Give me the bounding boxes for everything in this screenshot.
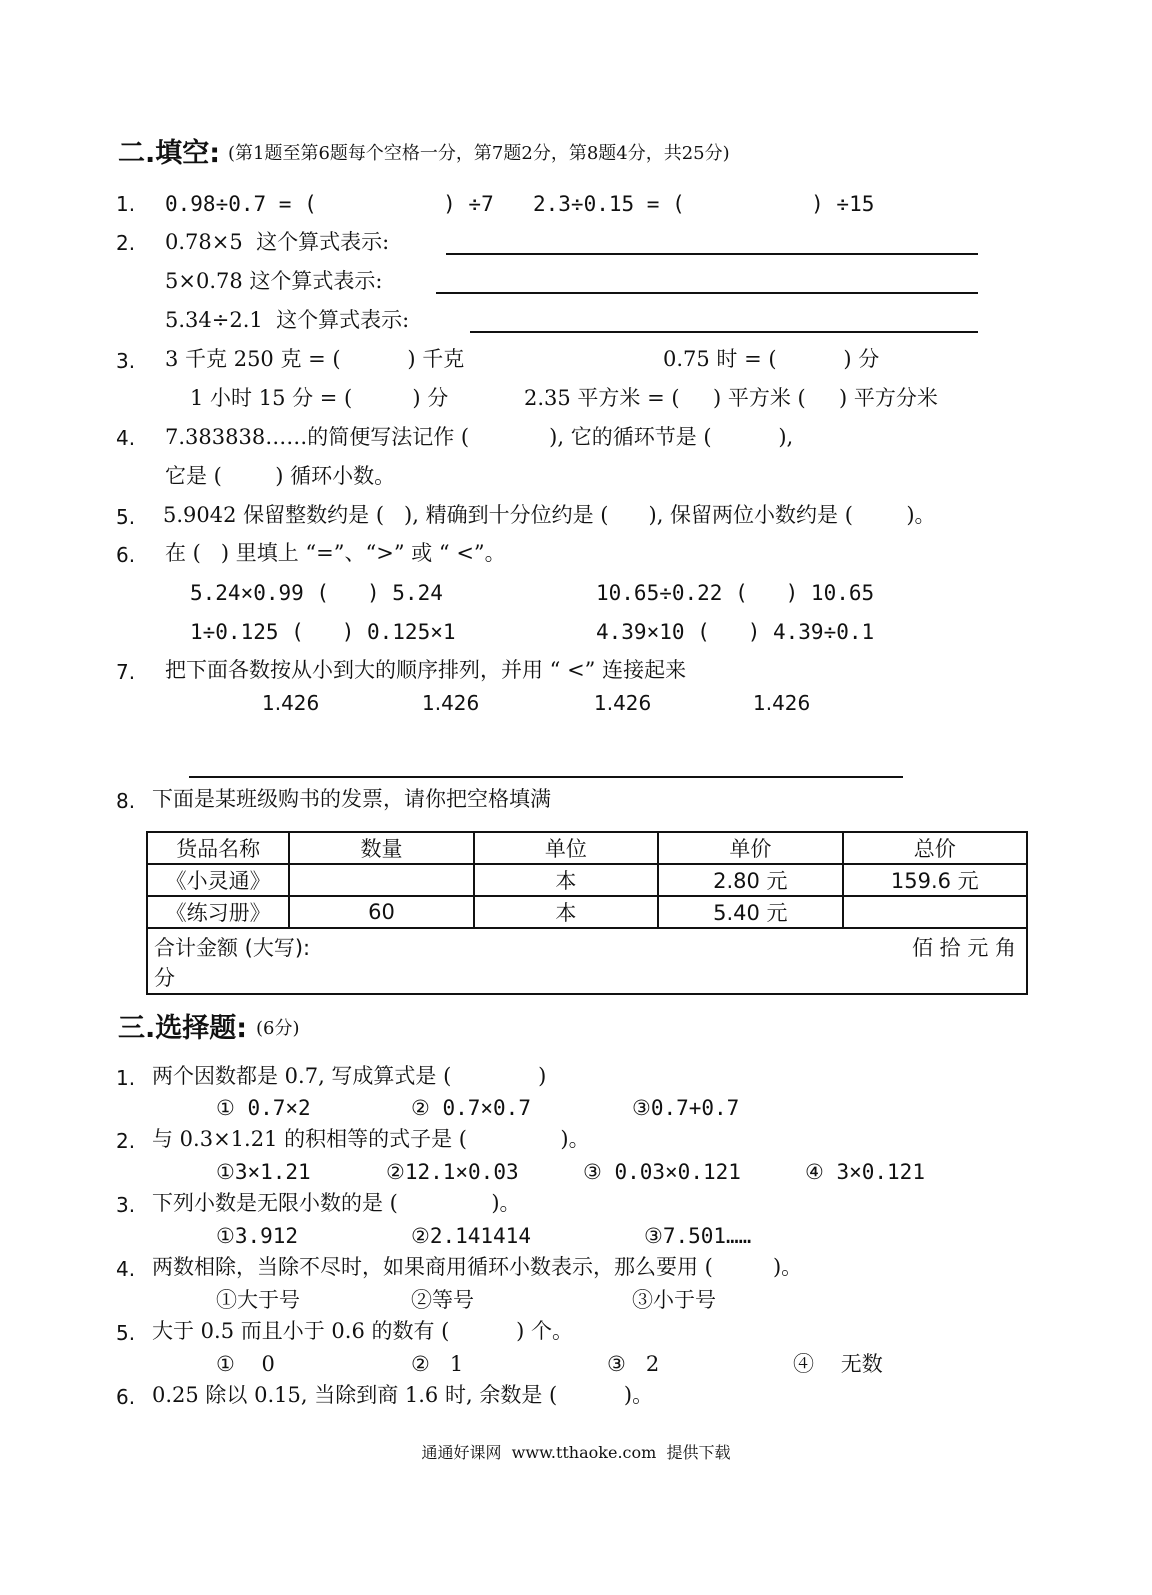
invoice-header-cell: 货品名称 [147, 832, 289, 864]
q3-a: 3 千克 250 克 = ( ) 千克 [165, 347, 465, 371]
q6-text: 在 ( ) 里填上 “=”、“>” 或 “ <”。 [165, 541, 506, 565]
q4-number: 4. [116, 426, 136, 450]
invoice-total-units: 佰 拾 元 角 [911, 936, 1016, 960]
q2-answer-line-1 [446, 253, 978, 255]
s3-q5-text: 大于 0.5 而且小于 0.6 的数有 ( ) 个。 [152, 1319, 573, 1343]
q4-line1: 7.383838……的简便写法记作 ( ), 它的循环节是 ( ), [165, 425, 794, 449]
s3-q4-number: 4. [116, 1257, 136, 1281]
invoice-table [146, 831, 1028, 995]
s3-q2-option-1: ①3×1.21 [216, 1160, 311, 1184]
invoice-cell: 《练习册》 [147, 896, 289, 928]
s3-q1-option-3: ③0.7+0.7 [632, 1096, 740, 1120]
s3-q5-option-3: ③ 2 [607, 1352, 660, 1376]
q7-number-1: 1.426 [262, 691, 320, 715]
q2-line1-text: 0.78×5 这个算式表示: [165, 230, 390, 254]
s3-q1-number: 1. [116, 1066, 136, 1090]
s3-q3-option-1: ①3.912 [216, 1224, 299, 1248]
s3-q5-number: 5. [116, 1321, 136, 1345]
invoice-row [147, 896, 1027, 928]
q6-number: 6. [116, 543, 136, 567]
invoice-cell: 本 [474, 896, 658, 928]
q3-number: 3. [116, 349, 136, 373]
s3-q4-option-3: ③小于号 [632, 1288, 716, 1312]
s3-q1-text: 两个因数都是 0.7, 写成算式是 ( ) [152, 1064, 547, 1088]
q6-c: 1÷0.125 ( ) 0.125×1 [190, 620, 456, 644]
q6-d: 4.39×10 ( ) 4.39÷0.1 [596, 620, 875, 644]
s3-q3-option-2: ②2.141414 [411, 1224, 531, 1248]
q1-number: 1. [116, 192, 136, 216]
s3-q2-number: 2. [116, 1129, 136, 1153]
invoice-header-cell: 单位 [474, 832, 658, 864]
s3-q2-text: 与 0.3×1.21 的积相等的式子是 ( )。 [152, 1127, 590, 1151]
invoice-total-row [147, 928, 1027, 994]
s3-q2-option-4: ④ 3×0.121 [805, 1160, 925, 1184]
invoice-cell-blank[interactable] [843, 896, 1027, 928]
invoice-row [147, 864, 1027, 896]
q7-number-3: 1.426 [594, 691, 652, 715]
invoice-cell: 本 [474, 864, 658, 896]
section-3-title: 三.选择题: [118, 1013, 248, 1044]
section-2-title: 二.填空: [118, 138, 221, 169]
q7-number-4: 1.426 [753, 691, 811, 715]
q1-b: 2.3÷0.15 = ( ) ÷15 [533, 192, 875, 216]
invoice-cell: 《小灵通》 [147, 864, 289, 896]
q6-a: 5.24×0.99 ( ) 5.24 [190, 581, 443, 605]
s3-q3-option-3: ③7.501…… [644, 1224, 752, 1248]
invoice-cell: 2.80 元 [658, 864, 842, 896]
invoice-header-cell: 单价 [658, 832, 842, 864]
q7-number-2: 1.426 [422, 691, 480, 715]
invoice-header-cell: 总价 [843, 832, 1027, 864]
q4-line2: 它是 ( ) 循环小数。 [165, 464, 396, 488]
s3-q5-option-4: ④ 无数 [793, 1352, 883, 1376]
invoice-total-cell[interactable] [147, 928, 1027, 994]
invoice-header-cell: 数量 [289, 832, 473, 864]
q2-answer-line-2 [436, 292, 978, 294]
invoice-header-row [147, 832, 1027, 864]
q2-number: 2. [116, 231, 136, 255]
q2-line3-text: 5.34÷2.1 这个算式表示: [165, 308, 410, 332]
s3-q1-option-2: ② 0.7×0.7 [411, 1096, 531, 1120]
q7-number: 7. [116, 660, 136, 684]
s3-q5-option-2: ② 1 [411, 1352, 464, 1376]
invoice-cell: 5.40 元 [658, 896, 842, 928]
section-3-note: (6分) [256, 1018, 300, 1039]
q1-a: 0.98÷0.7 = ( ) ÷7 [165, 192, 494, 216]
s3-q2-option-3: ③ 0.03×0.121 [583, 1160, 741, 1184]
q2-line2-text: 5×0.78 这个算式表示: [165, 269, 383, 293]
s3-q3-text: 下列小数是无限小数的是 ( )。 [152, 1191, 521, 1215]
s3-q2-option-2: ②12.1×0.03 [386, 1160, 519, 1184]
s3-q4-option-2: ②等号 [411, 1288, 474, 1312]
invoice-cell: 159.6 元 [843, 864, 1027, 896]
q8-number: 8. [116, 789, 136, 813]
q3-b: 0.75 时 = ( ) 分 [663, 347, 880, 371]
q5-number: 5. [116, 505, 136, 529]
q7-answer-line [189, 776, 903, 778]
invoice-cell: 60 [289, 896, 473, 928]
invoice-total-label: 合计金额 (大写): [154, 936, 311, 960]
q7-text: 把下面各数按从小到大的顺序排列，并用 “ <” 连接起来 [165, 658, 687, 682]
q5-text: 5.9042 保留整数约是 ( ), 精确到十分位约是 ( ), 保留两位小数约是 ( )。 [163, 503, 936, 527]
s3-q4-option-1: ①大于号 [216, 1288, 300, 1312]
invoice-total-units-wrap: 分 [154, 966, 175, 990]
page-footer: 通通好课网 www.tthaoke.com 提供下载 [421, 1443, 731, 1462]
s3-q5-option-1: ① 0 [216, 1352, 275, 1376]
s3-q3-number: 3. [116, 1193, 136, 1217]
s3-q6-text: 0.25 除以 0.15, 当除到商 1.6 时, 余数是 ( )。 [152, 1383, 654, 1407]
s3-q6-number: 6. [116, 1385, 136, 1409]
q3-d: 2.35 平方米 = ( ) 平方米 ( ) 平方分米 [524, 386, 938, 410]
q6-b: 10.65÷0.22 ( ) 10.65 [596, 581, 875, 605]
s3-q1-option-1: ① 0.7×2 [216, 1096, 311, 1120]
section-2-note: (第1题至第6题每个空格一分，第7题2分，第8题4分，共25分) [228, 143, 730, 164]
q2-answer-line-3 [470, 331, 978, 333]
q8-text: 下面是某班级购书的发票，请你把空格填满 [152, 787, 551, 811]
q3-c: 1 小时 15 分 = ( ) 分 [190, 386, 449, 410]
s3-q4-text: 两数相除，当除不尽时，如果商用循环小数表示，那么要用 ( )。 [152, 1255, 803, 1279]
invoice-cell-blank[interactable] [289, 864, 473, 896]
